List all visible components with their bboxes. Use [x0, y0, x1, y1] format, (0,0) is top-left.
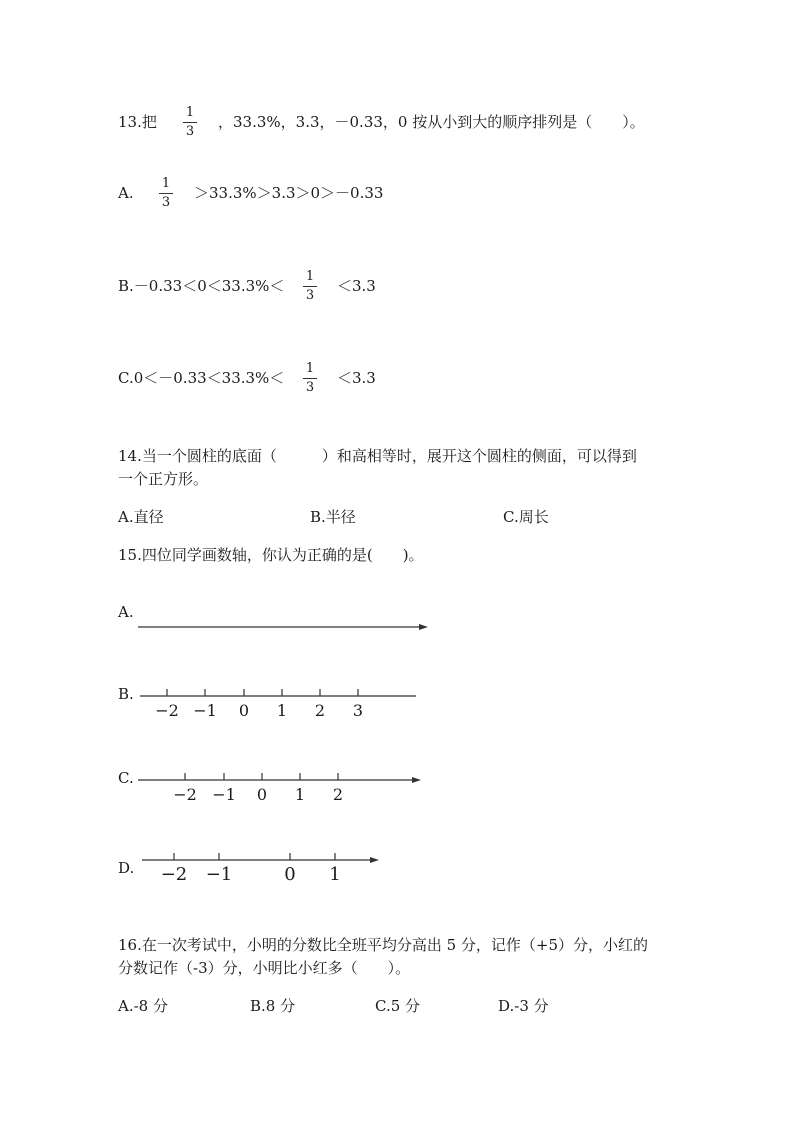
- q15-b-tick-label: 1: [276, 701, 288, 720]
- q15-d-tick-label: −2: [160, 864, 188, 885]
- q15-c-tick-label: 1: [294, 785, 306, 804]
- fraction-denominator: 3: [305, 288, 315, 303]
- q14-option-a[interactable]: A.直径: [118, 508, 164, 526]
- fraction-bar: [303, 378, 317, 379]
- q15-option-d-number-line: [142, 850, 392, 890]
- fraction-bar: [303, 286, 317, 287]
- q15-option-b-label[interactable]: B.: [118, 685, 134, 703]
- q16-option-b[interactable]: B.8 分: [250, 997, 296, 1015]
- q15-option-a-number-line: [138, 622, 438, 632]
- q13-option-a-text: ＞33.3%＞3.3＞0＞－0.33: [194, 184, 384, 202]
- q13-option-a-fraction: [158, 177, 174, 210]
- q15-option-a-label[interactable]: A.: [118, 603, 134, 621]
- q15-d-tick-label: 0: [284, 864, 296, 885]
- q15-d-tick-label: 1: [329, 864, 341, 885]
- q14-option-c[interactable]: C.周长: [503, 508, 549, 526]
- q13-option-b-label[interactable]: B.－0.33＜0＜33.3%＜: [118, 277, 285, 295]
- q15-b-tick-label: −2: [155, 701, 179, 720]
- q13-option-c-label[interactable]: C.0＜－0.33＜33.3%＜: [118, 369, 285, 387]
- q13-option-b-fraction: [302, 270, 318, 303]
- q13-option-a-label[interactable]: A.: [118, 184, 134, 202]
- q15-c-tick-label: −1: [212, 785, 236, 804]
- fraction-denominator: 3: [305, 380, 315, 395]
- fraction-numerator: 1: [161, 176, 171, 191]
- q15-option-b-number-line: [140, 686, 420, 726]
- q14-stem-line1: 14.当一个圆柱的底面（ ）和高相等时，展开这个圆柱的侧面，可以得到: [118, 447, 637, 465]
- q15-b-tick-label: 2: [314, 701, 326, 720]
- q15-stem: 15.四位同学画数轴，你认为正确的是( )。: [118, 546, 424, 564]
- fraction-denominator: 3: [185, 124, 195, 139]
- q14-option-b[interactable]: B.半径: [310, 508, 356, 526]
- q15-c-tick-label: 0: [256, 785, 268, 804]
- q13-stem-prefix: 13.把: [118, 113, 157, 131]
- q13-stem-suffix: ，33.3%，3.3，－0.33，0 按从小到大的顺序排列是（ ）。: [218, 113, 645, 131]
- q13-option-c-text: ＜3.3: [337, 369, 376, 387]
- q13-option-c-fraction: [302, 362, 318, 395]
- q15-b-tick-label: −1: [193, 701, 217, 720]
- q16-option-d[interactable]: D.-3 分: [498, 997, 549, 1015]
- q16-option-c[interactable]: C.5 分: [375, 997, 421, 1015]
- fraction-numerator: 1: [305, 269, 315, 284]
- q15-option-c-label[interactable]: C.: [118, 769, 134, 787]
- fraction-bar: [183, 122, 197, 123]
- fraction-bar: [159, 193, 173, 194]
- q15-b-tick-label: 3: [352, 701, 364, 720]
- q13-option-b-text: ＜3.3: [337, 277, 376, 295]
- q15-d-tick-label: −1: [205, 864, 233, 885]
- q14-stem-line2: 一个正方形。: [118, 470, 209, 488]
- fraction-numerator: 1: [305, 361, 315, 376]
- q15-c-tick-label: 2: [332, 785, 344, 804]
- q15-b-tick-label: 0: [238, 701, 250, 720]
- q15-option-d-label[interactable]: D.: [118, 859, 135, 877]
- q16-stem-line2: 分数记作（-3）分，小明比小红多（ ）。: [118, 959, 411, 977]
- fraction-numerator: 1: [185, 105, 195, 120]
- q15-option-c-number-line: [138, 770, 428, 810]
- q13-stem-fraction: [182, 106, 198, 139]
- q15-c-tick-label: −2: [173, 785, 197, 804]
- q16-stem-line1: 16.在一次考试中，小明的分数比全班平均分高出 5 分，记作（+5）分，小红的: [118, 936, 649, 954]
- fraction-denominator: 3: [161, 195, 171, 210]
- q16-option-a[interactable]: A.-8 分: [118, 997, 168, 1015]
